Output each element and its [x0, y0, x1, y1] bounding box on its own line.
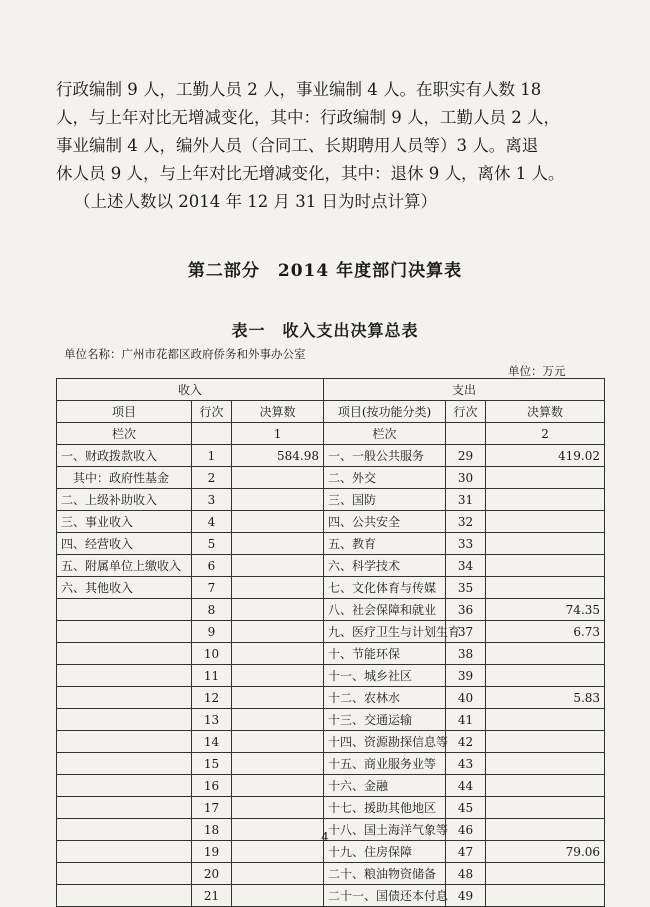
table-row [57, 599, 605, 621]
income-amount [232, 643, 324, 665]
expense-amount [486, 863, 605, 885]
expense-amount [486, 797, 605, 819]
income-amount [232, 731, 324, 753]
expense-item: 十七、援助其他地区 [324, 797, 446, 819]
expense-item: 五、教育 [324, 533, 446, 555]
expense-row-no: 46 [446, 819, 486, 841]
income-amount [232, 775, 324, 797]
expense-amount [486, 577, 605, 599]
table-row [57, 731, 605, 753]
expense-item: 九、医疗卫生与计划生育 [324, 621, 446, 643]
expense-item: 十四、资源勘探信息等 [324, 731, 446, 753]
body-line: 人，与上年对比无增减变化，其中：行政编制 9 人，工勤人员 2 人， [56, 108, 560, 127]
income-item [57, 599, 192, 621]
income-row-no: 4 [192, 511, 232, 533]
income-amount [232, 533, 324, 555]
col-row2: 行次 [446, 401, 486, 423]
lanci-num: 1 [232, 423, 324, 445]
expense-row-no: 48 [446, 863, 486, 885]
income-amount [232, 753, 324, 775]
empty-cell [446, 423, 486, 445]
table-row [57, 577, 605, 599]
income-row-no: 20 [192, 863, 232, 885]
table-row [57, 533, 605, 555]
table-row [57, 885, 605, 907]
expense-amount: 419.02 [486, 445, 605, 467]
expense-amount [486, 643, 605, 665]
expense-row-no: 41 [446, 709, 486, 731]
expense-item: 八、社会保障和就业 [324, 599, 446, 621]
table-row [57, 445, 605, 467]
table-row [57, 467, 605, 489]
expense-row-no: 44 [446, 775, 486, 797]
income-item: 其中：政府性基金 [57, 467, 192, 489]
income-item [57, 687, 192, 709]
section-title: 第二部分 2014 年度部门决算表 [187, 261, 463, 281]
expense-row-no: 34 [446, 555, 486, 577]
income-item: 四、经营收入 [57, 533, 192, 555]
unit-name: 单位名称：广州市花都区政府侨务和外事办公室 [64, 347, 306, 361]
expense-item: 十六、金融 [324, 775, 446, 797]
income-row-no: 5 [192, 533, 232, 555]
income-row-no: 17 [192, 797, 232, 819]
income-row-no: 15 [192, 753, 232, 775]
expense-row-no: 33 [446, 533, 486, 555]
income-row-no: 18 [192, 819, 232, 841]
expense-row-no: 39 [446, 665, 486, 687]
income-item [57, 665, 192, 687]
expense-item: 十三、交通运输 [324, 709, 446, 731]
income-item [57, 863, 192, 885]
income-item: 二、上级补助收入 [57, 489, 192, 511]
table-row [57, 709, 605, 731]
expense-row-no: 35 [446, 577, 486, 599]
income-row-no: 16 [192, 775, 232, 797]
income-row-no: 10 [192, 643, 232, 665]
expense-amount [486, 489, 605, 511]
income-row-no: 7 [192, 577, 232, 599]
income-row-no: 3 [192, 489, 232, 511]
expense-item: 十二、农林水 [324, 687, 446, 709]
income-item [57, 775, 192, 797]
income-amount [232, 599, 324, 621]
lanci-label: 栏次 [324, 423, 446, 445]
income-amount [232, 709, 324, 731]
expense-row-no: 40 [446, 687, 486, 709]
expense-amount [486, 467, 605, 489]
table-row [57, 797, 605, 819]
income-row-no: 11 [192, 665, 232, 687]
income-item: 一、财政拨款收入 [57, 445, 192, 467]
body-paragraph [56, 76, 616, 216]
expense-row-no: 42 [446, 731, 486, 753]
income-row-no: 1 [192, 445, 232, 467]
income-row-no: 2 [192, 467, 232, 489]
income-row-no: 9 [192, 621, 232, 643]
expense-item: 十一、城乡社区 [324, 665, 446, 687]
expense-row-no: 47 [446, 841, 486, 863]
income-amount [232, 885, 324, 907]
expense-row-no: 43 [446, 753, 486, 775]
col-amount: 决算数 [232, 401, 324, 423]
expense-item: 四、公共安全 [324, 511, 446, 533]
income-item [57, 709, 192, 731]
expense-amount: 5.83 [486, 687, 605, 709]
col-amount2: 决算数 [486, 401, 605, 423]
table-header-row [57, 379, 605, 401]
expense-amount [486, 775, 605, 797]
body-line: （上述人数以 2014 年 12 月 31 日为时点计算） [74, 192, 437, 211]
income-amount [232, 687, 324, 709]
income-item [57, 885, 192, 907]
table-row [57, 753, 605, 775]
income-amount [232, 511, 324, 533]
expense-amount: 74.35 [486, 599, 605, 621]
col-expense-item: 项目(按功能分类) [324, 401, 446, 423]
lanci-num: 2 [486, 423, 605, 445]
expense-row-no: 32 [446, 511, 486, 533]
expense-amount [486, 533, 605, 555]
expense-item: 十五、商业服务业等 [324, 753, 446, 775]
income-row-no: 13 [192, 709, 232, 731]
table-title: 表一 收入支出决算总表 [231, 321, 419, 340]
income-row-no: 21 [192, 885, 232, 907]
expense-item: 七、文化体育与传媒 [324, 577, 446, 599]
expense-amount [486, 555, 605, 577]
expense-row-no: 36 [446, 599, 486, 621]
table-row [57, 775, 605, 797]
income-amount: 584.98 [232, 445, 324, 467]
income-amount [232, 797, 324, 819]
income-amount [232, 577, 324, 599]
expense-row-no: 31 [446, 489, 486, 511]
income-expense-table [56, 378, 605, 907]
income-row-no: 8 [192, 599, 232, 621]
income-amount [232, 555, 324, 577]
expense-amount [486, 731, 605, 753]
empty-cell [192, 423, 232, 445]
body-line: 事业编制 4 人，编外人员（合同工、长期聘用人员等）3 人。离退 [56, 136, 539, 155]
table-row [57, 687, 605, 709]
col-row: 行次 [192, 401, 232, 423]
income-item: 三、事业收入 [57, 511, 192, 533]
table-row [57, 863, 605, 885]
income-item [57, 731, 192, 753]
expense-amount: 6.73 [486, 621, 605, 643]
income-item [57, 753, 192, 775]
expense-amount [486, 511, 605, 533]
table-column-row [57, 401, 605, 423]
expense-amount [486, 665, 605, 687]
income-item [57, 621, 192, 643]
expense-header: 支出 [324, 379, 605, 401]
expense-row-no: 30 [446, 467, 486, 489]
expense-row-no: 49 [446, 885, 486, 907]
table-row [57, 665, 605, 687]
income-header: 收入 [57, 379, 324, 401]
page-number: 4 [321, 830, 329, 844]
income-amount [232, 665, 324, 687]
expense-item: 十九、住房保障 [324, 841, 446, 863]
expense-amount: 79.06 [486, 841, 605, 863]
expense-row-no: 37 [446, 621, 486, 643]
body-line: 休人员 9 人，与上年对比无增减变化，其中：退休 9 人，离休 1 人。 [56, 164, 565, 183]
income-row-no: 12 [192, 687, 232, 709]
income-amount [232, 467, 324, 489]
expense-item: 三、国防 [324, 489, 446, 511]
table-row [57, 489, 605, 511]
expense-item: 二十、粮油物资储备 [324, 863, 446, 885]
expense-item: 十、节能环保 [324, 643, 446, 665]
income-amount [232, 489, 324, 511]
table-lanci-row [57, 423, 605, 445]
expense-amount [486, 753, 605, 775]
unit-label: 单位：万元 [508, 364, 566, 378]
body-line: 行政编制 9 人，工勤人员 2 人，事业编制 4 人。在职实有人数 18 [56, 80, 542, 99]
income-row-no: 19 [192, 841, 232, 863]
table-row [57, 643, 605, 665]
income-item: 五、附属单位上缴收入 [57, 555, 192, 577]
expense-item: 十八、国土海洋气象等 [324, 819, 446, 841]
expense-row-no: 29 [446, 445, 486, 467]
income-item [57, 643, 192, 665]
income-row-no: 14 [192, 731, 232, 753]
col-item: 项目 [57, 401, 192, 423]
income-amount [232, 863, 324, 885]
expense-amount [486, 885, 605, 907]
table-row [57, 511, 605, 533]
expense-row-no: 38 [446, 643, 486, 665]
income-item [57, 797, 192, 819]
expense-item: 二、外交 [324, 467, 446, 489]
expense-item: 一、一般公共服务 [324, 445, 446, 467]
expense-row-no: 45 [446, 797, 486, 819]
table-row [57, 555, 605, 577]
expense-item: 六、科学技术 [324, 555, 446, 577]
expense-item: 二十一、国债还本付息 [324, 885, 446, 907]
expense-amount [486, 709, 605, 731]
income-amount [232, 621, 324, 643]
income-row-no: 6 [192, 555, 232, 577]
table-row [57, 621, 605, 643]
income-item: 六、其他收入 [57, 577, 192, 599]
lanci-label: 栏次 [57, 423, 192, 445]
